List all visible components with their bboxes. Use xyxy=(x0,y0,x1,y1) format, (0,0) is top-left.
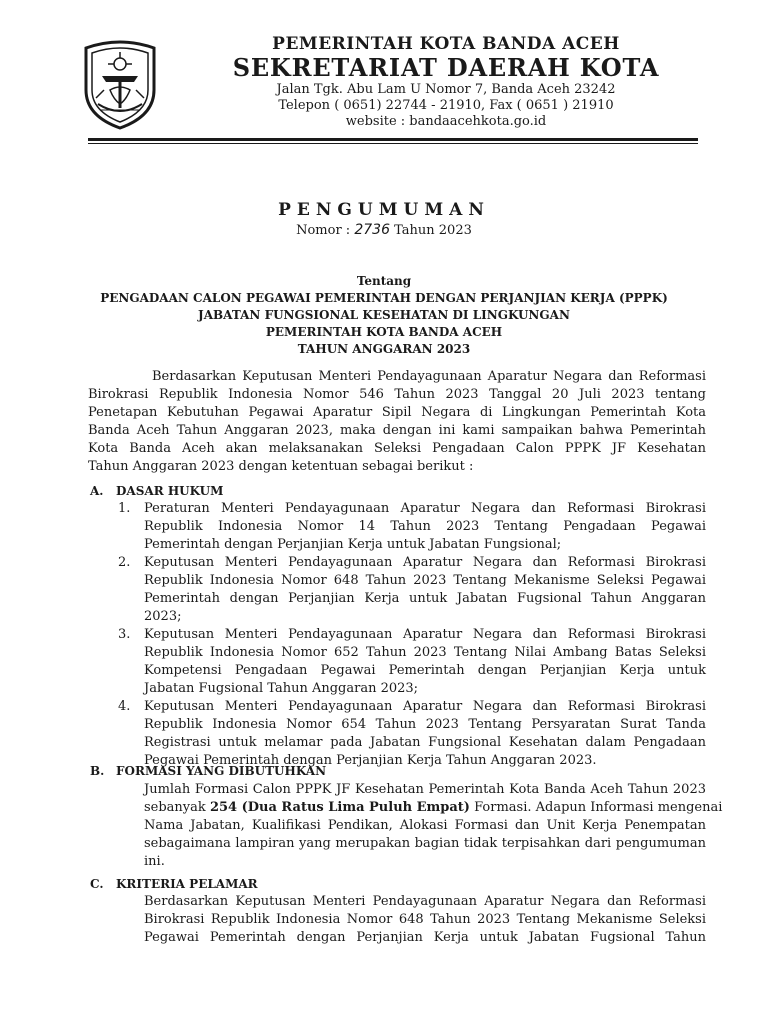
text-line: ini. xyxy=(144,854,165,869)
text-line: Nama Jabatan, Kualifikasi Pendikan, Alokasi Formasi dan Unit Kerja Penempatan xyxy=(144,818,706,833)
subject-label: Tentang xyxy=(356,274,412,288)
text-line: Jumlah Formasi Calon PPPK JF Kesehatan Pemerintah Kota Banda Aceh Tahun 2023 xyxy=(144,782,706,797)
text-line: Pegawai Pemerintah dengan Perjanjian Kerja untuk Jabatan Fugsional Tahun xyxy=(144,930,706,945)
criteria-paragraph xyxy=(144,893,706,947)
section-c-heading: C. KRITERIA PELAMAR xyxy=(90,877,258,891)
office-name: SEKRETARIAT DAERAH KOTA xyxy=(232,53,660,82)
text-line: Kota Banda Aceh akan melaksanakan Seleksi Pengadaan Calon PPPK JF Kesehatan xyxy=(88,441,706,456)
announcement-number xyxy=(0,222,768,238)
handwritten-number: 2736 xyxy=(354,222,390,238)
announcement-title: PENGUMUMAN xyxy=(278,200,490,220)
subject-line: PENGADAAN CALON PEGAWAI PEMERINTAH DENGAN PERJANJIAN KERJA (PPPK) xyxy=(100,291,668,305)
text-line: Banda Aceh Tahun Anggaran 2023, maka dengan ini kami sampaikan bahwa Pemerintah xyxy=(88,423,706,438)
text-line: Berdasarkan Keputusan Menteri Pendayagunaan Aparatur Negara dan Reformasi xyxy=(144,894,706,909)
city-emblem-icon xyxy=(80,38,160,130)
section-b-heading: B. FORMASI YANG DIBUTUHKAN xyxy=(90,764,327,778)
letterhead xyxy=(176,34,716,130)
government-name: PEMERINTAH KOTA BANDA ACEH xyxy=(272,34,620,54)
number-prefix: Nomor : xyxy=(296,223,351,238)
text-line: Berdasarkan Keputusan Menteri Pendayagunaan Aparatur Negara dan Reformasi xyxy=(152,369,706,384)
subject-line: JABATAN FUNGSIONAL KESEHATAN DI LINGKUNGAN xyxy=(198,308,570,322)
subject-line: TAHUN ANGGARAN 2023 xyxy=(297,342,471,356)
formation-count: 254 (Dua Ratus Lima Puluh Empat) xyxy=(209,800,470,815)
text-line: Birokrasi Republik Indonesia Nomor 546 Tahun 2023 Tanggal 20 Juli 2023 tentang xyxy=(88,387,706,402)
number-suffix: Tahun 2023 xyxy=(394,223,472,238)
text-line: sebagaimana lampiran yang merupakan bagian tidak terpisahkan dari pengumuman xyxy=(144,836,706,851)
intro-paragraph xyxy=(88,368,706,476)
text-line: Tahun Anggaran 2023 dengan ketentuan sebagai berikut : xyxy=(88,459,474,474)
subject-block xyxy=(0,273,768,358)
list-item: 2. Keputusan Menteri Pendayagunaan Aparatur Negara dan Reformasi Birokrasi Republik Indonesia Nomor 648 Tahun 2023 Tentang Mekanisme Seleksi Pegawai Pemerintah dengan Perjanjian Kerja untuk Jabatan Fugsional Tahun Anggaran 2023; xyxy=(118,555,706,624)
formation-paragraph xyxy=(144,781,723,871)
office-address: Jalan Tgk. Abu Lam U Nomor 7, Banda Aceh 23242 xyxy=(276,82,616,97)
list-item: 3. Keputusan Menteri Pendayagunaan Aparatur Negara dan Reformasi Birokrasi Republik Indonesia Nomor 652 Tahun 2023 Tentang Nilai Ambang Batas Seleksi Kompetensi Pengadaan Pegawai Pemerintah dengan Perjanjian Kerja untuk Jabatan Fugsional Tahun Anggaran 2023; xyxy=(118,627,706,696)
letterhead-divider-thin xyxy=(88,143,698,144)
text-line: Birokrasi Republik Indonesia Nomor 648 Tahun 2023 Tentang Mekanisme Seleksi xyxy=(144,912,706,927)
text-line: sebanyak 254 (Dua Ratus Lima Puluh Empat) Formasi. Adapun Informasi mengenai xyxy=(144,800,723,815)
list-item: 1. Peraturan Menteri Pendayagunaan Aparatur Negara dan Reformasi Birokrasi Republik Indonesia Nomor 14 Tahun 2023 Tentang Pengadaan Pegawai Pemerintah dengan Perjanjian Kerja untuk Jabatan Fungsional; xyxy=(118,501,706,552)
office-phone: Telepon ( 0651) 22744 - 21910, Fax ( 0651 ) 21910 xyxy=(278,98,614,113)
letterhead-divider xyxy=(88,138,698,141)
text-line: Penetapan Kebutuhan Pegawai Aparatur Sipil Negara di Lingkungan Pemerintah Kota xyxy=(88,405,706,420)
legal-basis-list xyxy=(118,500,706,770)
office-website: website : bandaacehkota.go.id xyxy=(345,114,547,129)
list-item: 4. Keputusan Menteri Pendayagunaan Aparatur Negara dan Reformasi Birokrasi Republik Indonesia Nomor 654 Tahun 2023 Tentang Persyaratan Surat Tanda Registrasi untuk melamar pada Jabatan Fungsional Kesehatan dalam Pengadaan Pegawai Pemerintah dengan Perjanjian Kerja Tahun Anggaran 2023. xyxy=(118,699,706,768)
subject-line: PEMERINTAH KOTA BANDA ACEH xyxy=(265,325,503,339)
section-a-heading: A. DASAR HUKUM xyxy=(90,484,224,498)
